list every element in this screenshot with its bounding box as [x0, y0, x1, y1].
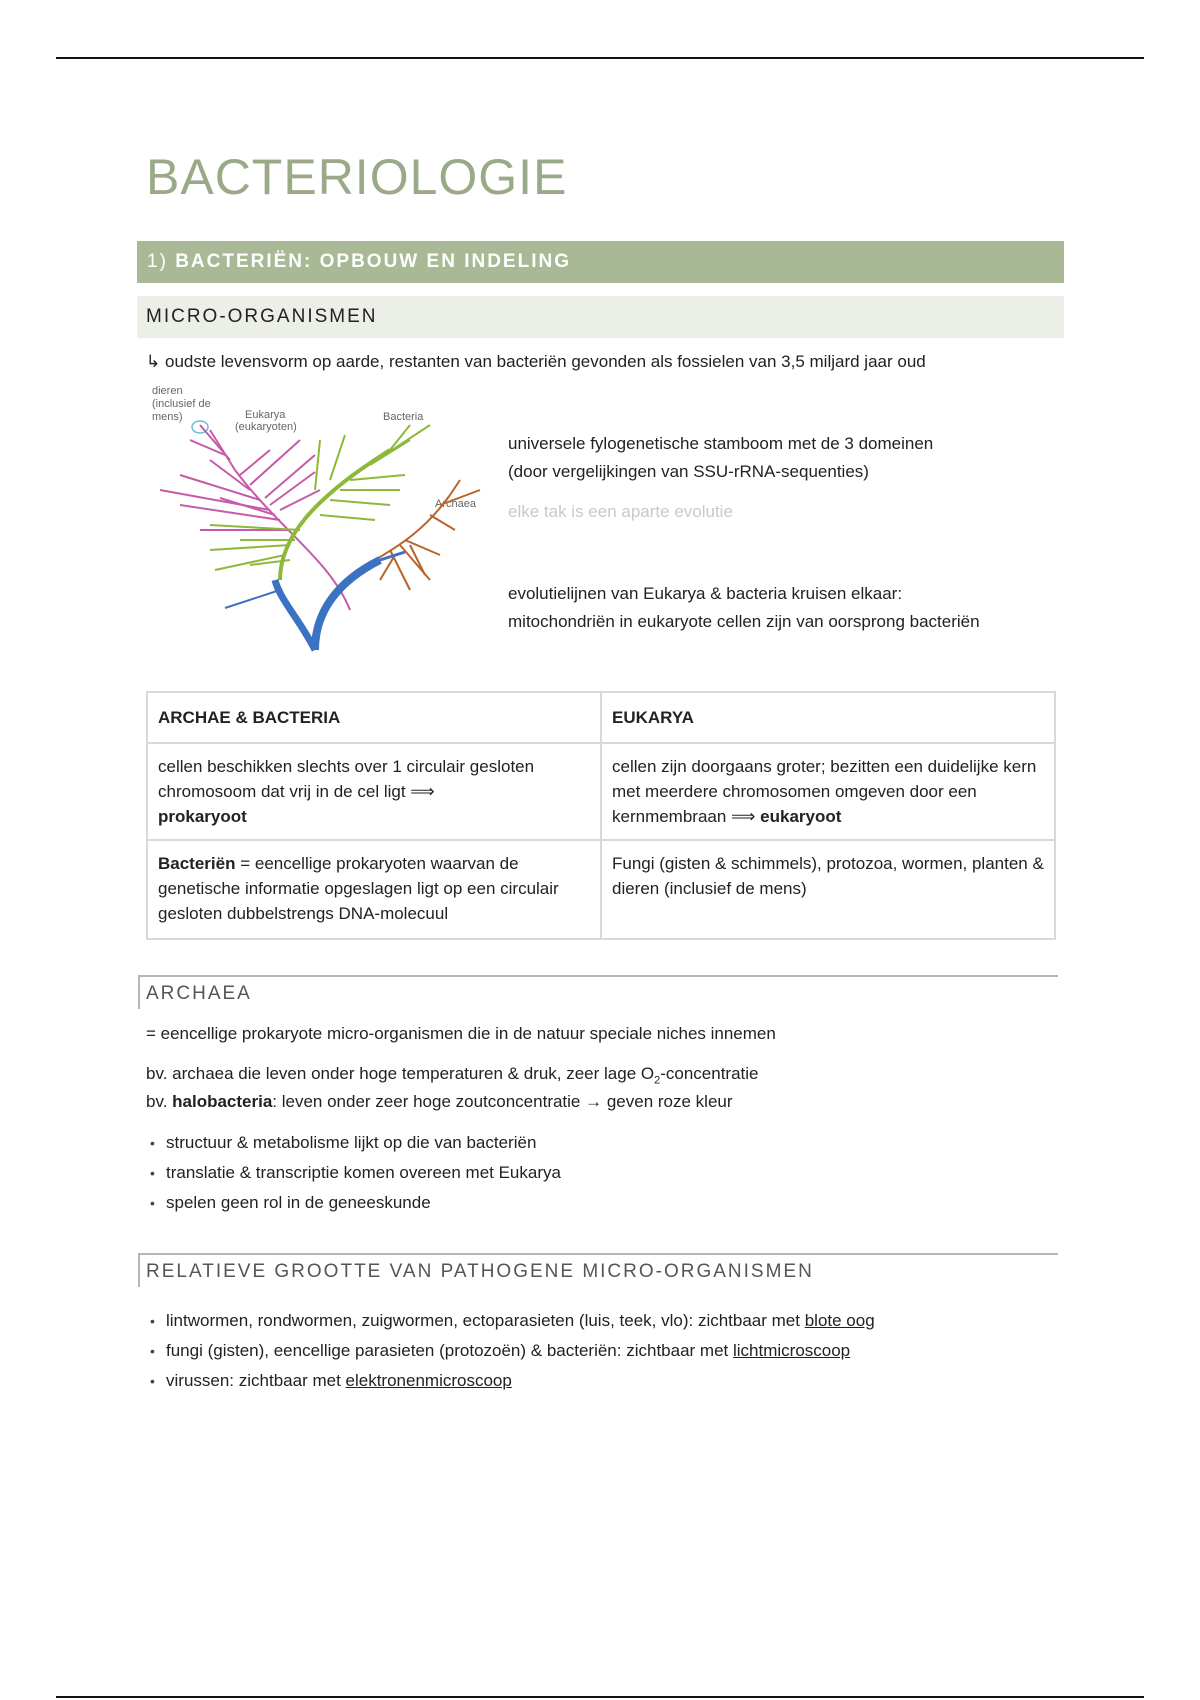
archaea-example-2	[146, 1092, 733, 1112]
list-item: • translatie & transcriptie komen overeen met Eukarya	[150, 1158, 561, 1188]
item-text: lintwormen, rondwormen, zuigwormen, ectoparasieten (luis, teek, vlo): zichtbaar met	[166, 1311, 805, 1330]
cell-text: Fungi (gisten & schimmels), protozoa, wormen, planten & dieren (inclusief de mens)	[612, 854, 1044, 898]
size-bullet-list	[150, 1306, 875, 1396]
tree-label-mens: mens)	[152, 411, 183, 423]
table-cell	[147, 743, 601, 840]
example-text: : leven onder zeer hoge zoutconcentratie → geven roze kleur	[272, 1092, 733, 1111]
cell-bold: prokaryoot	[158, 807, 247, 826]
list-item	[150, 1336, 875, 1366]
comparison-table	[146, 691, 1056, 940]
example-text: bv.	[146, 1092, 173, 1111]
tree-label-eukarya: Eukarya	[245, 409, 286, 421]
cell-text: = eencellige prokaryoten waarvan de genetische informatie opgeslagen ligt op een circulair gesloten dubbelstrengs DNA-molecuul	[158, 854, 559, 923]
size-heading: RELATIEVE GROOTTE VAN PATHOGENE MICRO-ORGANISMEN	[138, 1253, 1058, 1287]
item-underlined: blote oog	[804, 1311, 875, 1330]
table-header-eukarya: EUKARYA	[601, 692, 1055, 743]
item-text: virussen: zichtbaar met	[166, 1371, 346, 1390]
archaea-definition: = eencellige prokaryote micro-organismen die in de natuur speciale niches innemen	[146, 1024, 776, 1043]
eukarya-branches	[160, 425, 350, 610]
list-item: • spelen geen rol in de geneeskunde	[150, 1188, 561, 1218]
cell-bold: Bacteriën	[158, 854, 236, 873]
cell-bold: eukaryoot	[760, 807, 842, 826]
bottom-rule	[56, 1696, 1144, 1698]
page-title: BACTERIOLOGIE	[146, 149, 568, 205]
tree-label-eukaryoten: (eukaryoten)	[235, 421, 297, 433]
tree-label-bacteria: Bacteria	[383, 411, 424, 423]
tree-note-line-3: evolutielijnen van Eukarya & bacteria kruisen elkaar:	[508, 584, 903, 603]
intro-text: oudste levensvorm op aarde, restanten van bacteriën gevonden als fossielen van 3,5 miljard jaar oud	[164, 352, 926, 371]
subscript: 2	[654, 1074, 661, 1087]
tree-label-archaea: Archaea	[435, 498, 476, 510]
archaea-heading: ARCHAEA	[138, 975, 1058, 1009]
example-text: bv. archaea die leven onder hoge temperaturen & druk, zeer lage O	[146, 1064, 655, 1083]
item-text: fungi (gisten), eencellige parasieten (protozoën) & bacteriën: zichtbaar met	[166, 1341, 733, 1360]
table-cell	[601, 743, 1055, 840]
tree-note-line-1: universele fylogenetische stamboom met de 3 domeinen	[508, 434, 934, 453]
intro-line	[146, 352, 926, 372]
corner-arrow-icon: ↳	[146, 352, 161, 371]
tree-note-faded: elke tak is een aparte evolutie	[508, 502, 733, 521]
root-trunk	[225, 552, 405, 650]
subsection-heading: MICRO-ORGANISMEN	[137, 296, 1064, 338]
item-underlined: elektronenmicroscoop	[345, 1371, 512, 1390]
section-heading: BACTERIËN: OPBOUW EN INDELING	[175, 251, 571, 272]
archaea-bullet-list	[150, 1128, 561, 1218]
table-row	[147, 743, 1055, 840]
phylogenetic-tree-figure	[140, 380, 500, 655]
table-cell	[601, 840, 1055, 939]
archaea-branches	[375, 480, 480, 590]
archaea-example-1	[146, 1064, 759, 1086]
example-bold: halobacteria	[172, 1092, 273, 1111]
section-heading-bar	[137, 241, 1064, 283]
item-underlined: lichtmicroscoop	[732, 1341, 851, 1360]
section-number: 1)	[147, 251, 168, 272]
table-header-row	[147, 692, 1055, 743]
tree-labels	[152, 385, 477, 510]
cell-text: cellen beschikken slechts over 1 circulair gesloten chromosoom dat vrij in de cel ligt ⟹	[158, 757, 535, 801]
tree-note-line-4: mitochondriën in eukaryote cellen zijn van oorsprong bacteriën	[508, 612, 980, 631]
cell-text: cellen zijn doorgaans groter; bezitten een duidelijke kern met meerdere chromosomen omgeven door een kernmembraan ⟹	[612, 757, 1037, 826]
table-row	[147, 840, 1055, 939]
list-item: • structuur & metabolisme lijkt op die van bacteriën	[150, 1128, 561, 1158]
top-rule	[56, 57, 1144, 59]
tree-note-line-2: (door vergelijkingen van SSU-rRNA-sequenties)	[508, 462, 869, 481]
table-cell	[147, 840, 601, 939]
tree-label-inclusief: (inclusief de	[152, 398, 211, 410]
example-text: -concentratie	[660, 1064, 759, 1083]
table-header-prokaryotes: ARCHAE & BACTERIA	[147, 692, 601, 743]
list-item	[150, 1306, 875, 1336]
tree-label-dieren: dieren	[152, 385, 183, 397]
list-item	[150, 1366, 875, 1396]
bacteria-branches	[210, 425, 430, 580]
